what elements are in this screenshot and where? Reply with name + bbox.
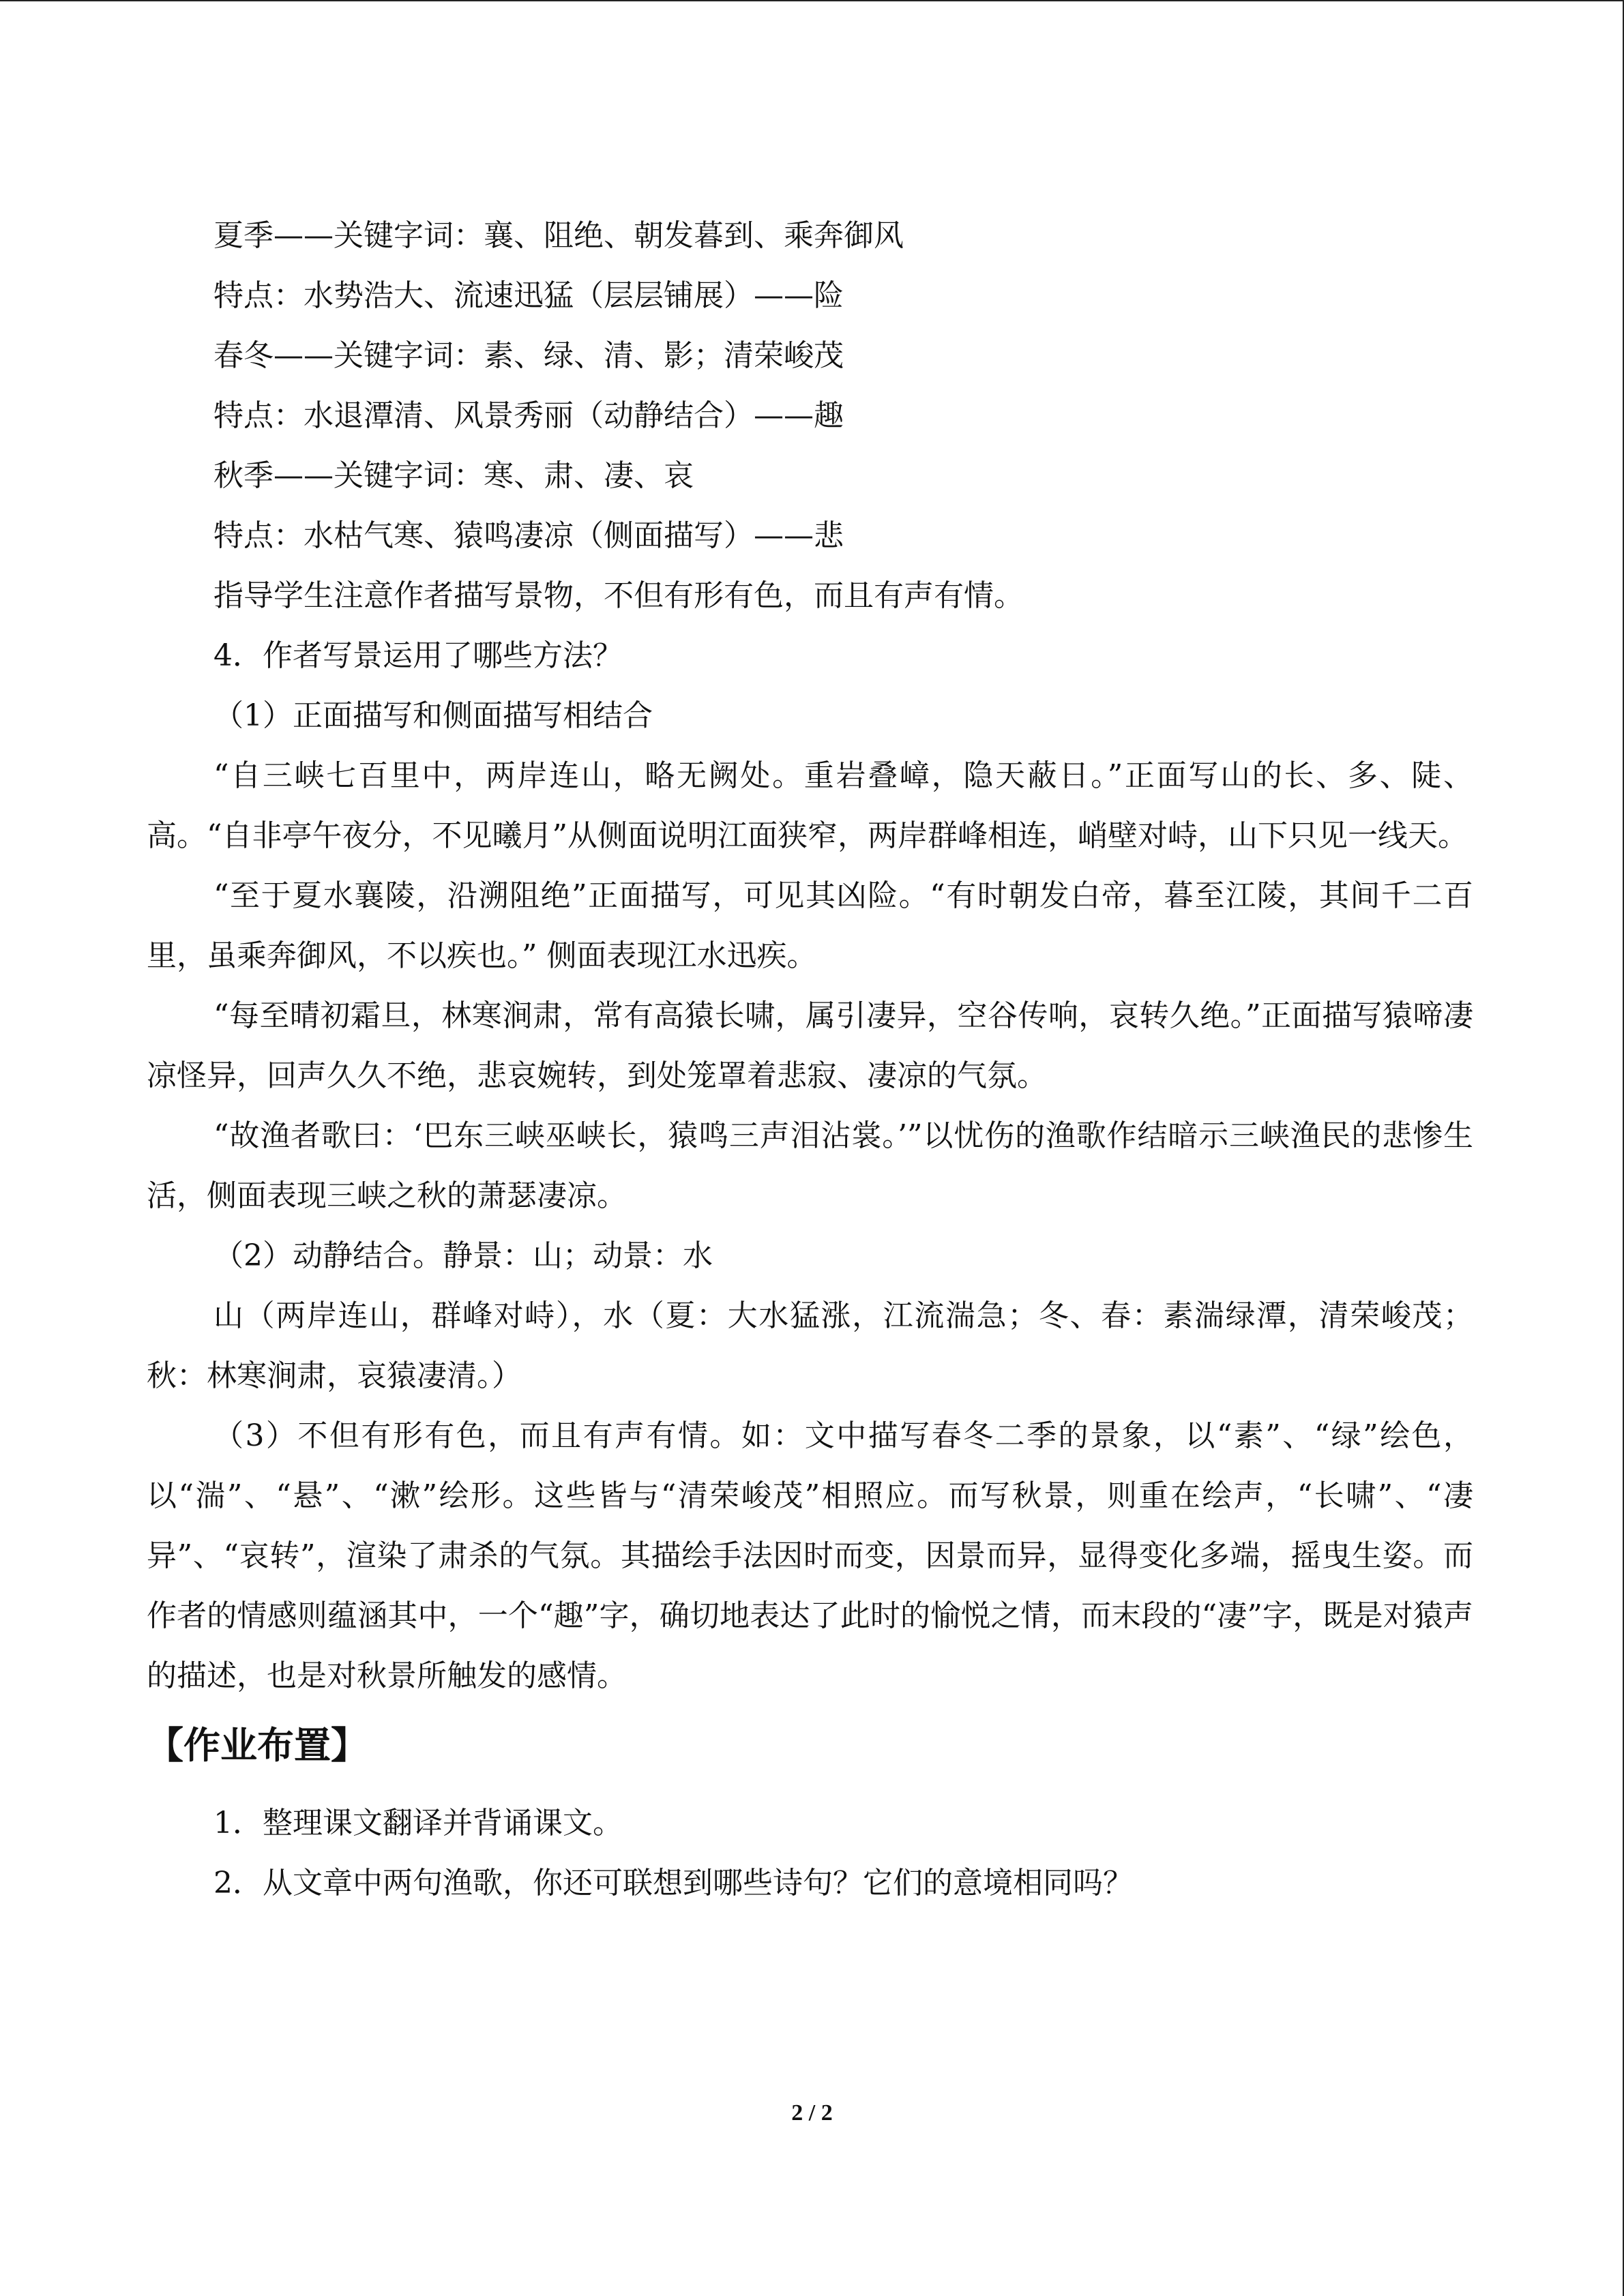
guidance-line: 指导学生注意作者描写景物，不但有形有色，而且有声有情。 [213,578,1024,613]
paragraph-autumn: “每至晴初霜旦，林寒涧肃，常有高猿长啸，属引凄异，空谷传响，哀转久绝。”正面描写猿啼凄凉怪异，回声久久不绝，悲哀婉转，到处笼罩着悲寂、凄凉的气氛。 [147,998,1473,1093]
spring-winter-keywords-line: 春冬——关键字词：素、绿、清、影；清荣峻茂 [213,338,844,373]
paragraph-method-3: （3）不但有形有色，而且有声有情。如：文中描写春冬二季的景象，以“素”、“绿”绘色，以“湍”、“悬”、“漱”绘形。这些皆与“清荣峻茂”相照应。而写秋景，则重在绘声，“长啸”、“凄异”、“哀转”，渲染了肃杀的气氛。其描绘手法因时而变，因景而异，显得变化多端，摇曳生姿。而作者的情感则蕴涵其中，一个“趣”字，确切地表达了此时的愉悦之情，而末段的“凄”字，既是对猿声的描述，也是对秋景所触发的感情。 [147,1418,1473,1693]
paragraph-fisherman-song: “故渔者歌曰：‘巴东三峡巫峡长，猿鸣三声泪沾裳。’”以忧伤的渔歌作结暗示三峡渔民的悲惨生活，侧面表现三峡之秋的萧瑟凄凉。 [147,1118,1473,1213]
autumn-keywords-line: 秋季——关键字词：寒、肃、凄、哀 [213,458,694,493]
method-2-line: （2）动静结合。静景：山；动景：水 [213,1238,713,1273]
spring-winter-feature-line: 特点：水退潭清、风景秀丽（动静结合）——趣 [213,398,844,433]
homework-heading: 【作业布置】 [147,1724,368,1767]
page-content [147,206,1473,1913]
method-1-line: （1）正面描写和侧面描写相结合 [213,698,653,733]
paragraph-mountain-water: 山（两岸连山，群峰对峙），水（夏：大水猛涨，江流湍急；冬、春：素湍绿潭，清荣峻茂；秋：林寒涧肃，哀猿凄清。） [147,1298,1473,1393]
question-4-line: 4．作者写景运用了哪些方法？ [213,638,623,673]
summer-keywords-line: 夏季——关键字词：襄、阻绝、朝发暮到、乘奔御风 [213,218,904,253]
paragraph-mountains: “自三峡七百里中，两岸连山，略无阙处。重岩叠嶂，隐天蔽日。”正面写山的长、多、陡、高。“自非亭午夜分，不见曦月”从侧面说明江面狭窄，两岸群峰相连，峭壁对峙，山下只见一线天。 [147,758,1473,853]
summer-feature-line: 特点：水势浩大、流速迅猛（层层铺展）——险 [213,278,844,313]
paragraph-summer: “至于夏水襄陵，沿溯阻绝”正面描写，可见其凶险。“有时朝发白帝，暮至江陵，其间千二百里，虽乘奔御风，不以疾也。” 侧面表现江水迅疾。 [147,878,1473,973]
homework-item-2: 2．从文章中两句渔歌，你还可联想到哪些诗句？它们的意境相同吗？ [213,1866,1133,1900]
page-number: 2 / 2 [791,2100,833,2126]
homework-item-1: 1．整理课文翻译并背诵课文。 [213,1806,623,1840]
autumn-feature-line: 特点：水枯气寒、猿鸣凄凉（侧面描写）——悲 [213,518,844,553]
